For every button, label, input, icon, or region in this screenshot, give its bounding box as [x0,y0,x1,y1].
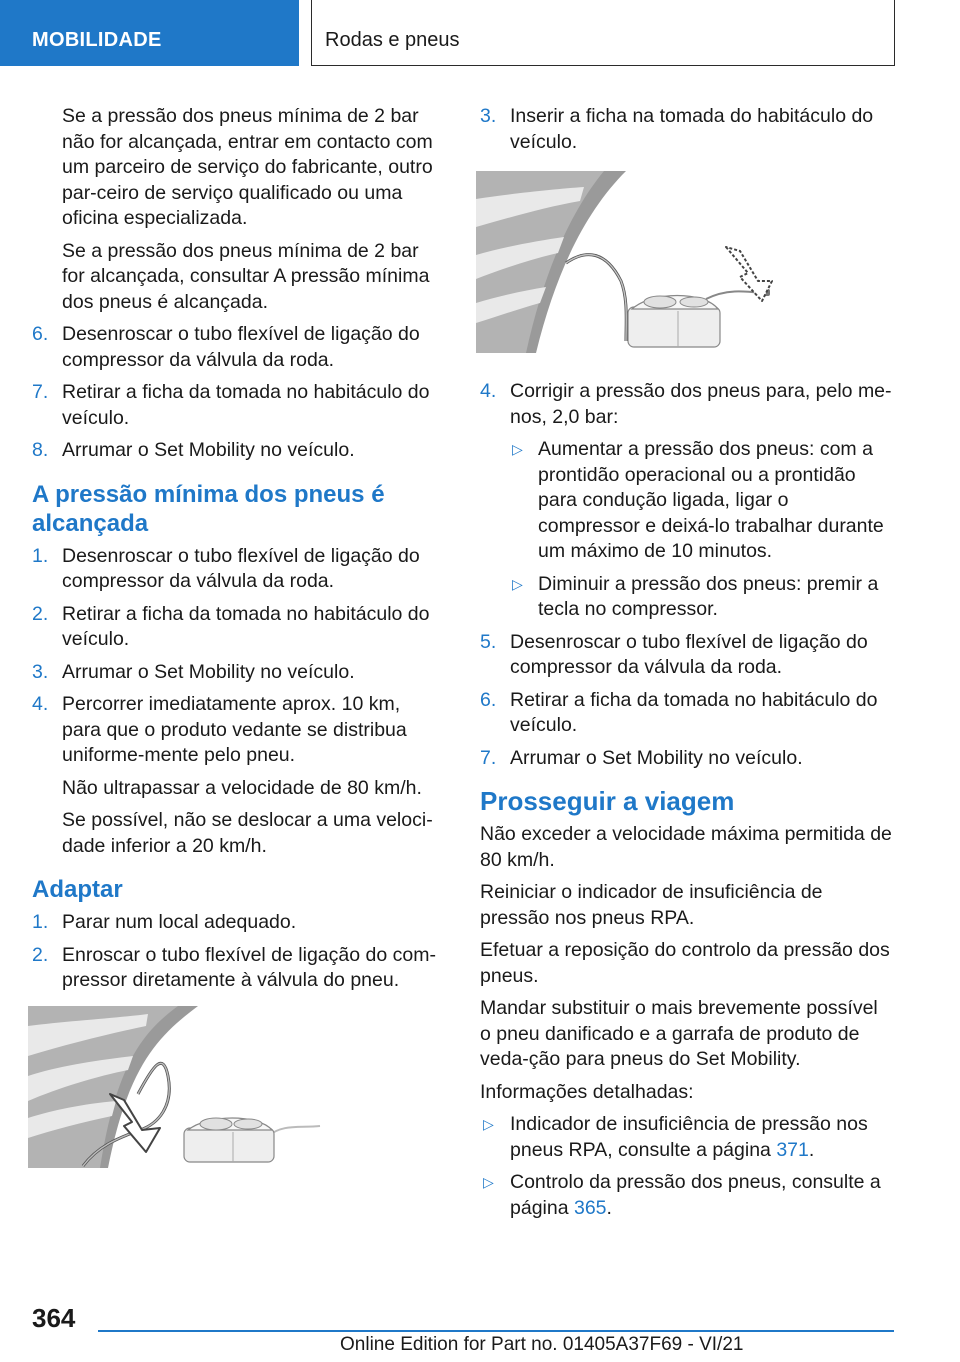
chapter-title: Rodas e pneus [325,29,460,51]
step-number: 1. [32,911,49,933]
section-heading: A pressão mínima dos pneus é alcançada [32,480,385,537]
list-item [32,322,444,373]
compressor-valve-illustration [28,1006,328,1168]
footer-divider [98,1330,894,1332]
bullet-item: ▷ Controlo da pressão dos pneus, consulte a página 365. [483,1171,881,1219]
triangle-bullet-icon: ▷ [512,575,523,592]
wheel-compressor-drawing [28,1006,328,1168]
step-number: 4. [32,693,49,715]
section-tab [0,0,299,66]
step-text: Corrigir a pressão dos pneus para, pelo me‐nos, 2,0 bar: [510,380,892,428]
footer-edition: Online Edition for Part no. 01405A37F69 - VI/21 [340,1334,744,1355]
paragraph: Não exceder a velocidade máxima permitida de 80 km/h. [480,823,892,871]
list-item [480,688,892,739]
step-text: Arrumar o Set Mobility no veículo. [62,660,355,683]
step-number: 4. [480,380,497,402]
step-text: Parar num local adequado. [62,911,297,933]
list-item [480,630,892,681]
triangle-bullet-icon: ▷ [512,441,523,457]
page-number: 364 [32,1303,76,1333]
section-heading: Adaptar [32,876,123,903]
list-item [480,104,892,155]
paragraph: Não ultrapassar a velocidade de 80 km/h. [62,776,422,799]
page-link-371[interactable]: 371 [776,1138,809,1161]
paragraph: Se a pressão dos pneus mínima de 2 bar não for alcançada, entrar em contacto com um parceiro de serviço do fabricante, outro par‐ceiro de serviço qualificado ou uma oficina especializada. [62,105,433,229]
step-number: 3. [32,660,49,683]
paragraph: Mandar substituir o mais brevemente possível o pneu danificado e a garrafa de produto de veda‐ção para pneus do Set Mobility. [480,997,878,1070]
paragraph: Informações detalhadas: [480,1080,694,1103]
step-number: 7. [480,746,497,769]
step-text: Retirar a ficha da tomada no habitáculo do veículo. [510,688,878,736]
step-text: Inserir a ficha na tomada do habitáculo do veículo. [510,105,874,153]
right-column [480,104,892,1228]
paragraph: Efetuar a reposição do controlo da pressão dos pneus. [480,939,890,987]
step-number: 8. [32,439,49,461]
bullet-item [480,437,892,565]
left-column [32,104,444,1178]
list-item [32,438,444,464]
step-number: 6. [480,688,497,711]
bullet-item: ▷ Indicador de insuficiência de pressão nos pneus RPA, consulte a página 371. [483,1113,868,1161]
bullet-item [480,572,892,623]
list-item [32,910,444,936]
list-item [480,746,892,772]
list-item [32,692,444,769]
step-text: Desenroscar o tubo flexível de ligação do compressor da válvula da roda. [510,630,868,678]
paragraph: Reiniciar o indicador de insuficiência de pressão nos pneus RPA. [480,881,823,929]
wheel-plug-drawing [476,171,776,353]
triangle-bullet-icon: ▷ [483,1174,494,1190]
list-item [32,602,444,653]
bullet-text: Controlo da pressão dos pneus, consulte a página [510,1171,881,1219]
bullet-text: Diminuir a pressão dos pneus: premir a tecla no compressor. [538,572,879,620]
step-text: Retirar a ficha da tomada no habitáculo do veículo. [62,602,430,650]
page-link-365[interactable]: 365 [573,1196,607,1219]
step-number: 2. [32,943,49,966]
section-title: MOBILIDADE [32,29,162,51]
list-item [32,660,444,686]
list-item [32,380,444,431]
bullet-text: Indicador de insuficiência de pressão nos pneus RPA, consulte a página [510,1113,868,1161]
list-item [32,943,444,994]
paragraph: Se possível, não se deslocar a uma veloci‐dade inferior a 20 km/h. [62,809,433,857]
step-number: 7. [32,381,49,403]
step-text: Enroscar o tubo flexível de ligação do com‐pressor diretamente à válvula do pneu. [62,943,436,991]
step-text: Desenroscar o tubo flexível de ligação do compressor da válvula da roda. [62,323,420,371]
compressor-socket-illustration [476,171,776,353]
step-number: 5. [480,630,497,653]
step-text: Arrumar o Set Mobility no veículo. [510,746,803,769]
step-text: Arrumar o Set Mobility no veículo. [62,439,355,461]
list-item [32,544,444,595]
step-number: 1. [32,544,49,567]
step-text: Retirar a ficha da tomada no habitáculo do veículo. [62,381,430,429]
step-number: 6. [32,323,49,345]
chapter-tab [311,0,895,66]
step-text: Desenroscar o tubo flexível de ligação do compressor da válvula da roda. [62,544,420,592]
triangle-bullet-icon: ▷ [483,1116,494,1132]
list-item [480,379,892,430]
bullet-text: Aumentar a pressão dos pneus: com a prontidão operacional ou a prontidão para condução ligada, ligar o compressor e deixá-lo trabalhar durante um máximo de 10 minutos. [538,438,884,562]
step-number: 3. [480,105,497,127]
step-text: Percorrer imediatamente aprox. 10 km, para que o produto vedante se distribua uniforme‐mente pelo pneu. [62,693,407,766]
step-number: 2. [32,602,49,625]
paragraph: Se a pressão dos pneus mínima de 2 bar for alcançada, consultar A pressão mínima dos pneus é alcançada. [62,239,430,313]
section-heading: Prosseguir a viagem [480,786,735,816]
